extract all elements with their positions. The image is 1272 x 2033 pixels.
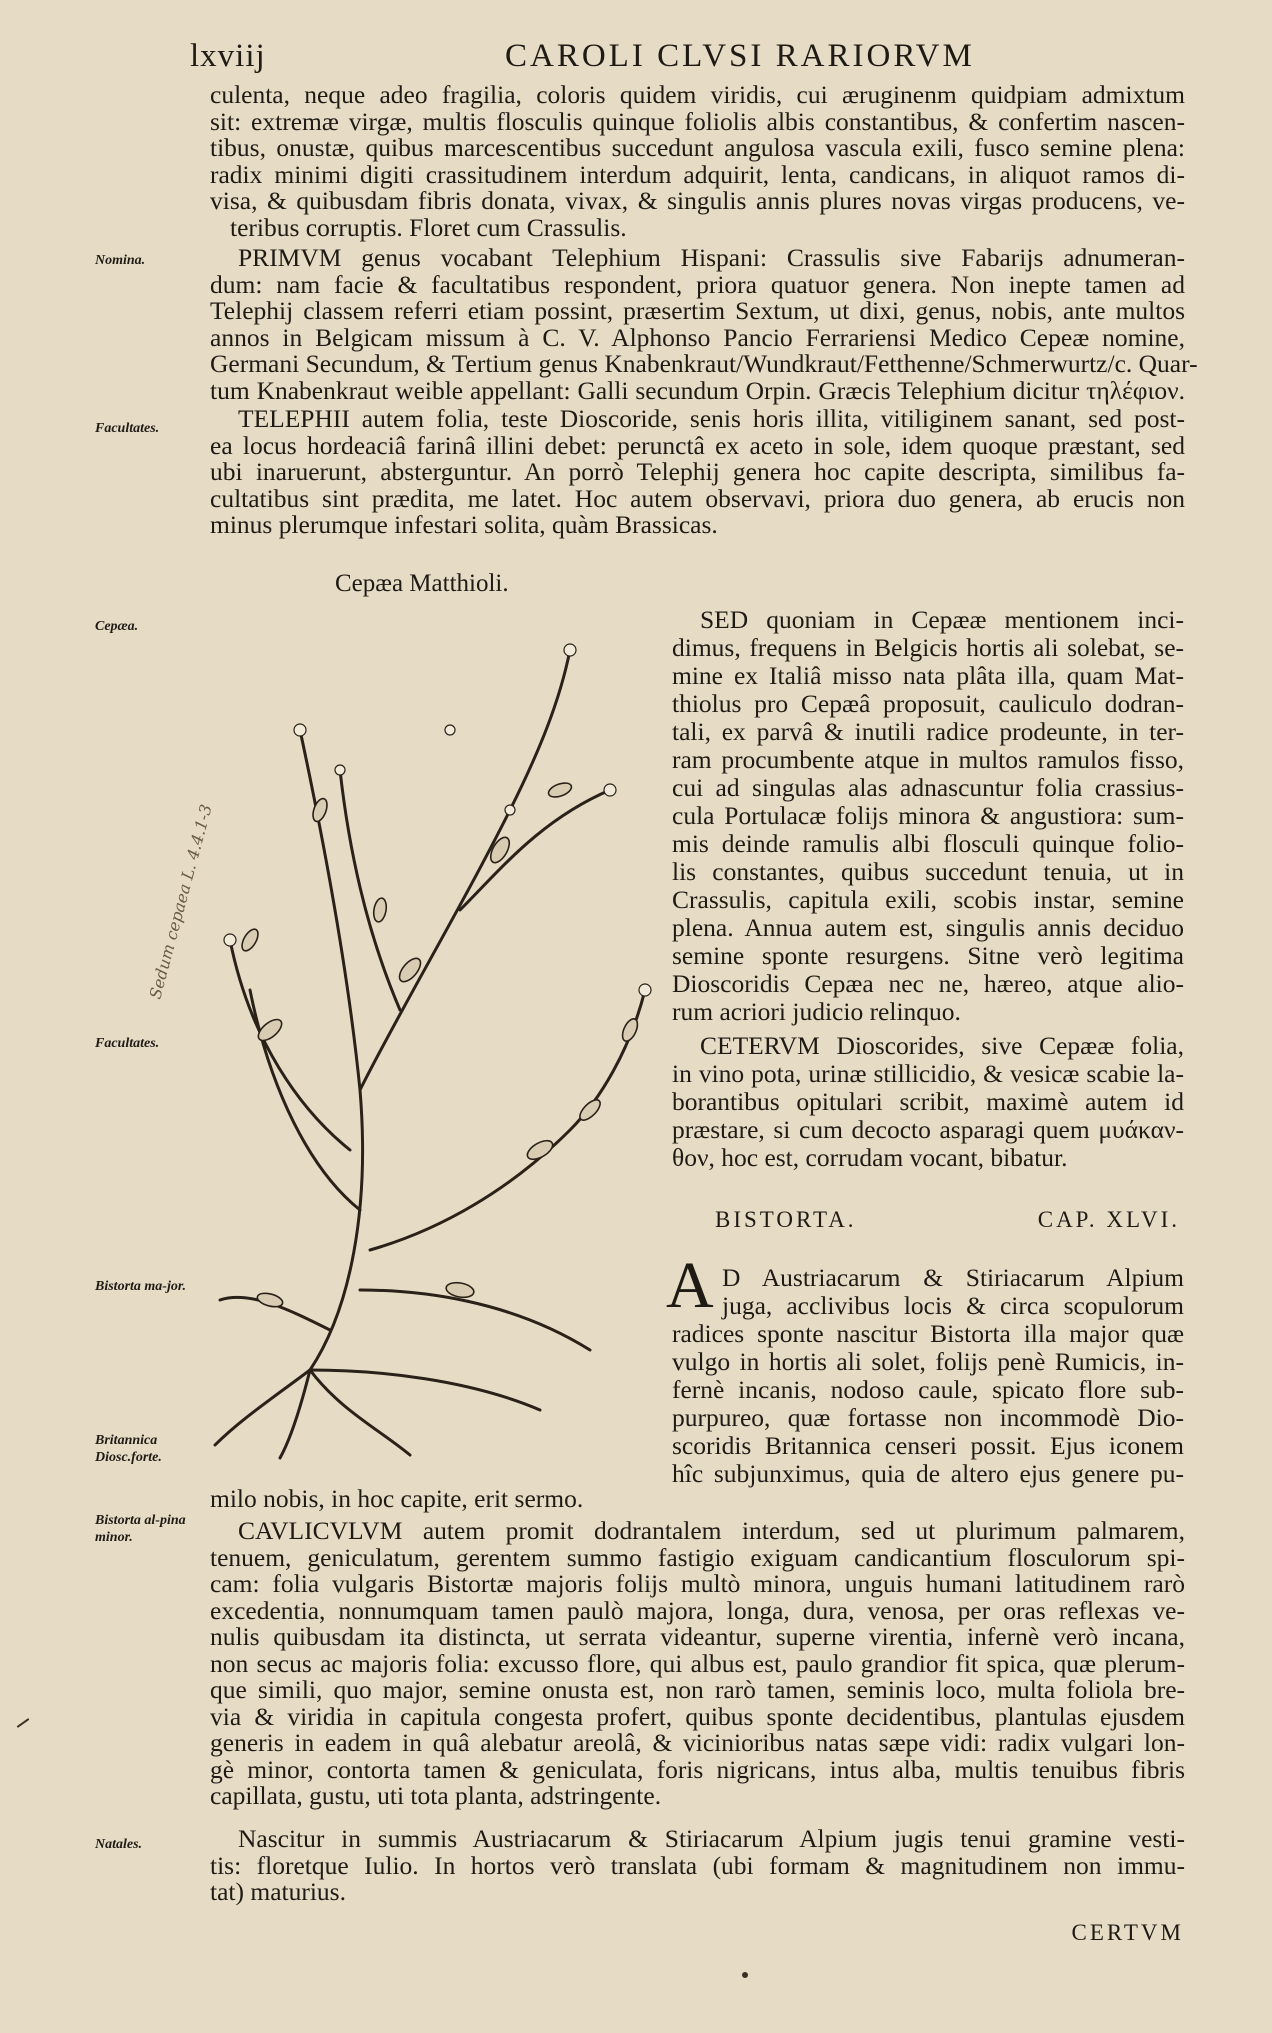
- catchword: CERTVM: [1071, 1920, 1184, 1945]
- text-line: rum acriori judicio relinquo.: [672, 997, 961, 1026]
- chapter-number: CAP. XLVI.: [1037, 1207, 1180, 1232]
- chapter-title: BISTORTA.: [715, 1207, 857, 1232]
- text-line: purpureo, quæ fortasse non incommodè Dio-: [672, 1403, 1184, 1432]
- margin-note-facultates: Facultates.: [95, 1036, 160, 1051]
- text-line: borantibus opitulari scribit, maximè autem id: [672, 1087, 1184, 1116]
- margin-note-cepaea: Cepæa.: [95, 619, 139, 634]
- text-line: thiolus pro Cepæâ proposuit, cauliculo dodran-: [672, 689, 1184, 718]
- cepaea-paragraph: [672, 606, 1184, 1026]
- text-line: dimus, frequens in Belgicis hortis ali solebat, se-: [672, 633, 1184, 662]
- margin-note-bistorta-major: Bistorta ma-jor.: [95, 1279, 187, 1294]
- annotation-text: Sedum cepaea L. 4.4.1-3: [145, 802, 216, 1002]
- text-line: CAVLICVLVM autem promit dodrantalem interdum, sed ut plurimum palmarem,: [238, 1516, 1185, 1545]
- margin-note-facultates: Facultates.: [95, 421, 160, 436]
- text-line: mis deinde ramulis albi flosculi quinque folio-: [672, 829, 1184, 858]
- text-line: cultatibus sint prædita, me latet. Hoc autem observavi, priora duo genera, ab erucis non: [210, 483, 1185, 513]
- text-line: culenta, neque adeo fragilia, coloris quidem viridis, cui æruginenm quidpiam admixtum: [210, 80, 1185, 109]
- plant-woodcut-illustration: [210, 610, 665, 1460]
- top-paragraph: [210, 82, 1185, 241]
- cauliculum-paragraph: [210, 1518, 1185, 1810]
- text-line: SED quoniam in Cepææ mentionem inci-: [700, 605, 1184, 634]
- ceterum-paragraph: [672, 1032, 1184, 1172]
- facultates-paragraph: [210, 406, 1185, 539]
- text-line: visa, & quibusdam fibris donata, vivax, & singulis annis plures novas virgas producens, ve-: [210, 186, 1185, 215]
- text-line: D Austriacarum & Stiriacarum Alpium: [722, 1263, 1184, 1292]
- text-line: excedentia, nonnumquam tamen paulò majora, longa, dura, venosa, per oras reflexas ve-: [210, 1595, 1185, 1625]
- text-line: mine ex Italiâ misso nata plâta illa, quam Mat-: [672, 661, 1184, 690]
- text-line: fernè incanis, nodoso caule, spicato flore sub-: [672, 1375, 1184, 1404]
- text-line: capillata, gustu, uti tota planta, adstringente.: [210, 1781, 662, 1810]
- text-line: generis in eadem in quâ alebatur areolâ, & vicinioribus natas sæpe vidi: radix vulgari lon-: [210, 1728, 1185, 1757]
- text-line: præstare, si cum decocto asparagi quem μυάκαν-: [672, 1115, 1184, 1144]
- bistorta-paragraph: [672, 1264, 1184, 1488]
- text-line: nulis quibusdam ita distincta, ut serrata videantur, superne virentia, infernè verò incana,: [210, 1622, 1185, 1651]
- margin-note-nomina: Nomina.: [95, 253, 146, 268]
- text-line: cam: folia vulgaris Bistortæ majoris folijs multò minora, unguis humani latitudinem rarò: [210, 1569, 1185, 1598]
- text-line: annos in Belgicam missum à C. V. Alphonso Pancio Ferrariensi Medico Cepeæ nomine,: [210, 322, 1185, 352]
- text-line: ea locus hordeaciâ farinâ illini debet: perunctâ ex aceto in sole, idem quoque præstant, sed: [210, 430, 1185, 460]
- text-line: Crassulis, capitula exili, scobis instar, semine: [672, 885, 1184, 914]
- text-line: tenuem, geniculatum, gerentem summo fastigio exiguam candicantium flosculorum spi-: [210, 1542, 1185, 1572]
- text-line: juga, acclivibus locis & circa scopulorum: [722, 1291, 1184, 1320]
- text-line: radices sponte nascitur Bistorta illa major quæ: [672, 1319, 1184, 1348]
- text-line: radix minimi digiti crassitudinem interdum adquirit, lenta, candicans, in aliquot ramos di-: [210, 159, 1185, 189]
- margin-note-natales: Natales.: [95, 1837, 143, 1852]
- text-line: CETERVM Dioscorides, sive Cepææ folia,: [700, 1031, 1184, 1060]
- text-line: cula Portulacæ folijs minora & angustiora: sum-: [672, 801, 1184, 830]
- text-line: Dioscoridis Cepæa nec ne, hæreo, atque alio-: [672, 969, 1184, 998]
- text-line: tibus, onustæ, quibus marcescentibus succedunt angulosa vascula exili, fusco semine plena:: [210, 133, 1185, 162]
- text-line: θον, hoc est, corrudam vocant, bibatur.: [672, 1143, 1068, 1172]
- text-line: plena. Annua autem est, singulis annis deciduo: [672, 913, 1184, 942]
- text-line: semine sponte resurgens. Sitne verò legitima: [672, 941, 1184, 970]
- text-line: Telephij classem referri etiam possint, præsertim Sextum, ut dixi, genus, nobis, ante multos: [210, 296, 1185, 325]
- drop-cap-initial: A: [666, 1249, 714, 1322]
- bistorta-continuation: [210, 1486, 1185, 1513]
- text-line: in vino pota, urinæ stillicidio, & vesicæ scabie la-: [672, 1059, 1184, 1088]
- text-line: milo nobis, in hoc capite, erit sermo.: [210, 1484, 584, 1513]
- text-line: vulgo in hortis ali solet, folijs penè Rumicis, in-: [672, 1347, 1184, 1376]
- ink-tick: [17, 1718, 30, 1728]
- text-line: lis constantes, quibus succedunt tenuia, ut in: [672, 857, 1184, 886]
- text-line: que simili, quo major, semine onusta est, non rarò tamen, seminis loco, multa foliola bre-: [210, 1675, 1185, 1704]
- natales-paragraph: [210, 1826, 1185, 1906]
- nomina-paragraph: [210, 243, 1198, 405]
- text-line: cui ad singulas alas adnascuntur folia crassius-: [672, 773, 1184, 802]
- text-line: sit: extremæ virgæ, multis flosculis quinque foliolis albis constantibus, & confertim nascen-: [210, 106, 1185, 136]
- handwritten-annotation: [130, 640, 220, 1020]
- text-line: PRIMVM genus vocabant Telephium Hispani: Crassulis sive Fabarijs adnumeran-: [238, 243, 1185, 272]
- running-head: CAROLI CLVSI RARIORVM: [505, 38, 975, 74]
- text-line: non secus ac majoris folia: excusso flore, qui albus est, paulo grandior fit spica, quæ plerum-: [210, 1648, 1185, 1678]
- ink-dot: [742, 1972, 748, 1978]
- text-line: tali, ex parvâ & inutili radice prodeunte, in ter-: [672, 717, 1184, 746]
- text-line: dum: nam facie & facultatibus respondent, priora quatuor genera. Non inepte tamen ad: [210, 269, 1185, 299]
- folio-number: lxviij: [190, 38, 266, 74]
- text-line: Nascitur in summis Austriacarum & Stiriacarum Alpium jugis tenui gramine vesti-: [238, 1824, 1185, 1853]
- text-line: tis: floretque Iulio. In hortos verò translata (ubi formam & magnitudinem non immu-: [210, 1850, 1185, 1880]
- text-line: tat) maturius.: [210, 1877, 346, 1906]
- margin-note-bistorta-alpina: Bistorta al-pina minor.: [95, 1513, 186, 1545]
- page-header: [190, 38, 1182, 86]
- text-line: hîc subjunximus, quia de altero ejus genere pu-: [672, 1459, 1184, 1488]
- text-line: gè minor, contorta tamen & geniculata, foris nigricans, intus alba, multis tenuibus fibris: [210, 1754, 1185, 1784]
- text-line: ubi inaruerunt, absterguntur. An porrò Telephij genera hoc capite descripta, similibus fa-: [210, 457, 1185, 486]
- text-line: tum Knabenkraut weible appellant: Galli secundum Orpin. Græcis Telephium dicitur τηλέφιον.: [210, 375, 1185, 405]
- figure-caption: Cepæa Matthioli.: [335, 570, 509, 597]
- margin-note-britannica: Britannica Diosc.forte.: [95, 1433, 162, 1465]
- text-line: ram procumbente atque in multos ramulos fisso,: [672, 745, 1184, 774]
- text-line: teribus corruptis. Floret cum Crassulis.: [230, 212, 627, 242]
- text-line: Germani Secundum, & Tertium genus Knabenkraut/Wundkraut/Fetthenne/Schmerwurtz/c. Quar-: [210, 349, 1198, 378]
- text-line: scoridis Britannica censeri possit. Ejus iconem: [672, 1431, 1184, 1460]
- text-line: TELEPHII autem folia, teste Dioscoride, senis horis illita, vitiliginem sanant, sed post-: [238, 404, 1185, 433]
- text-line: via & viridia in capitula congesta profert, quibus sponte decidentibus, plantulas ejusdem: [210, 1701, 1185, 1731]
- text-line: minus plerumque infestari solita, quàm Brassicas.: [210, 510, 718, 539]
